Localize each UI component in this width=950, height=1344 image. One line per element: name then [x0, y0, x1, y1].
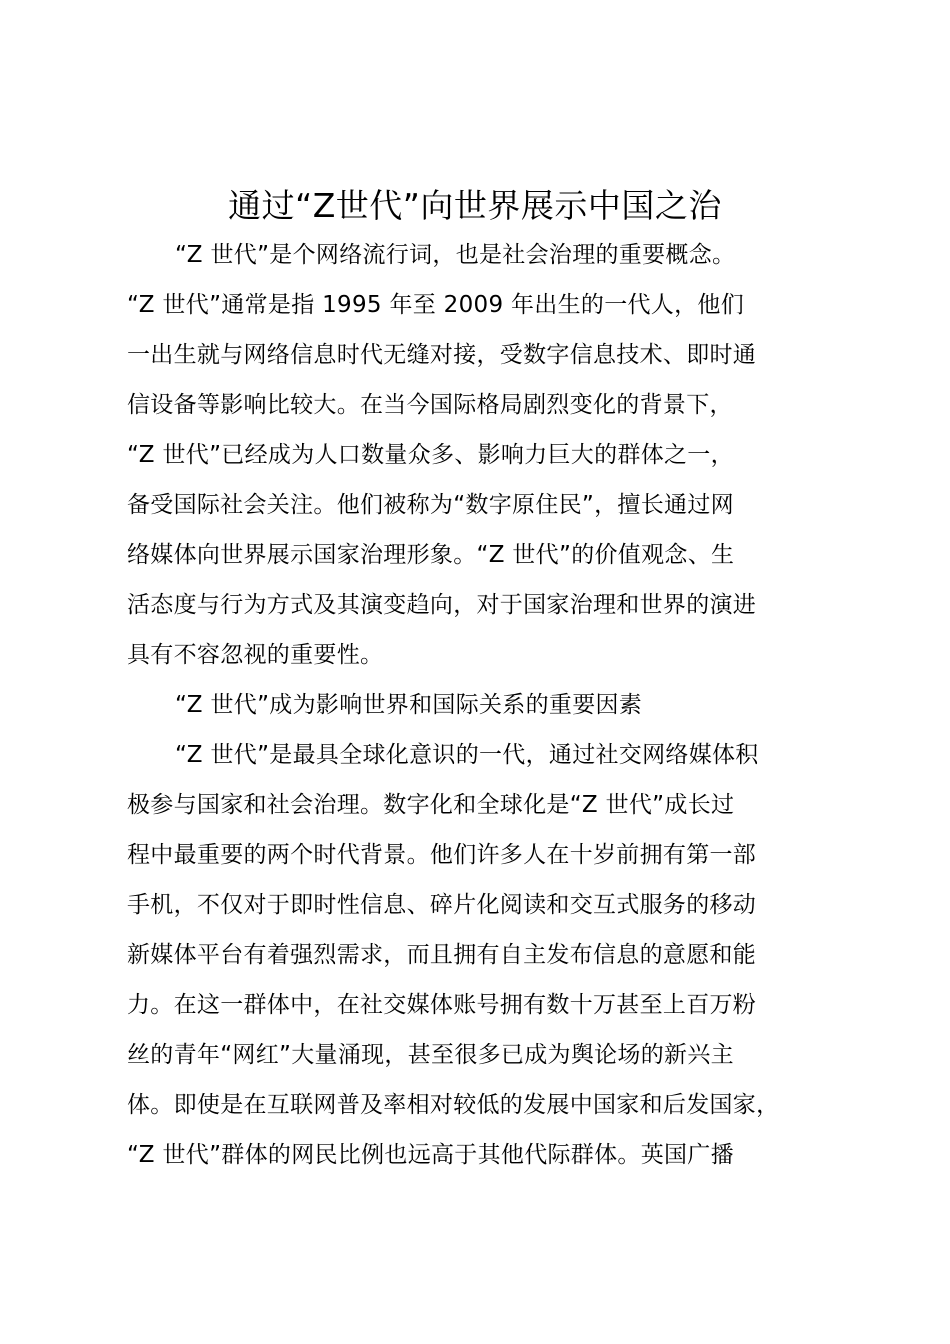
- paragraph-2-line-2: 极参与国家和社会治理。数字化和全球化是“Z 世代”成长过: [127, 792, 735, 818]
- paragraph-1-line-8: 活态度与行为方式及其演变趋向，对于国家治理和世界的演进: [127, 592, 757, 618]
- paragraph-1-line-1: “Z 世代”是个网络流行词，也是社会治理的重要概念。: [175, 242, 736, 268]
- paragraph-2-line-6: 力。在这一群体中，在社交媒体账号拥有数十万甚至上百万粉: [127, 992, 757, 1018]
- paragraph-2-line-3: 程中最重要的两个时代背景。他们许多人在十岁前拥有第一部: [127, 842, 757, 868]
- paragraph-1-line-4: 信设备等影响比较大。在当今国际格局剧烈变化的背景下，: [127, 392, 733, 418]
- paragraph-2-line-8: 体。即使是在互联网普及率相对较低的发展中国家和后发国家，: [127, 1092, 780, 1118]
- paragraph-2-line-7: 丝的青年“网红”大量涌现，甚至很多已成为舆论场的新兴主: [127, 1042, 734, 1068]
- article-body: [127, 230, 847, 1180]
- paragraph-1-line-5: “Z 世代”已经成为人口数量众多、影响力巨大的群体之一，: [127, 442, 734, 468]
- paragraph-1-line-7: 络媒体向世界展示国家治理形象。“Z 世代”的价值观念、生: [127, 542, 735, 568]
- paragraph-2-line-9: “Z 世代”群体的网民比例也远高于其他代际群体。英国广播: [127, 1142, 734, 1168]
- paragraph-1-line-6: 备受国际社会关注。他们被称为“数字原住民”，擅长通过网: [127, 492, 734, 518]
- paragraph-2-line-4: 手机，不仅对于即时性信息、碎片化阅读和交互式服务的移动: [127, 892, 757, 918]
- paragraph-1-line-9: 具有不容忽视的重要性。: [127, 642, 384, 668]
- paragraph-1-line-2: “Z 世代”通常是指 1995 年至 2009 年出生的一代人，他们: [127, 292, 745, 318]
- paragraph-2-line-5: 新媒体平台有着强烈需求，而且拥有自主发布信息的意愿和能: [127, 942, 757, 968]
- section-heading: “Z 世代”成为影响世界和国际关系的重要因素: [175, 692, 643, 718]
- article-title: 通过“Z世代”向世界展示中国之治: [228, 186, 722, 225]
- paragraph-2-line-1: “Z 世代”是最具全球化意识的一代，通过社交网络媒体积: [175, 742, 759, 768]
- paragraph-1-line-3: 一出生就与网络信息时代无缝对接，受数字信息技术、即时通: [127, 342, 757, 368]
